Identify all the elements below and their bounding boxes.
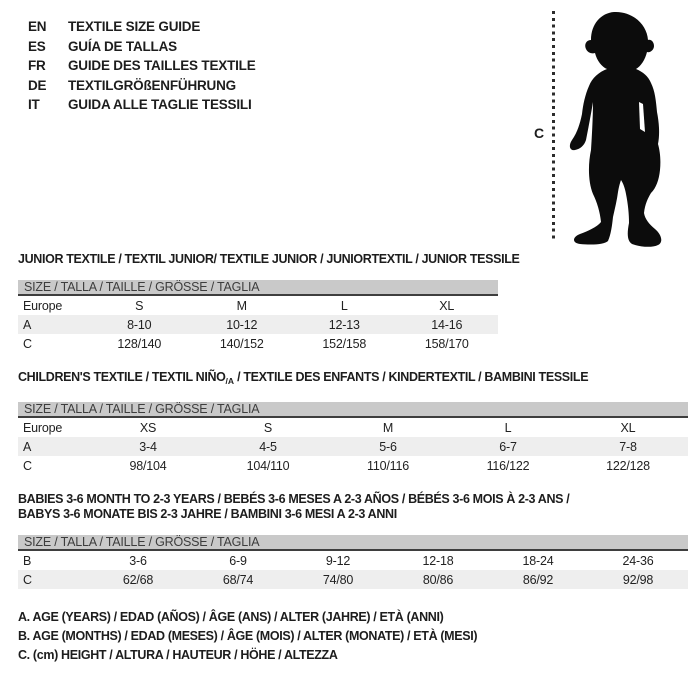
table-row <box>18 296 498 315</box>
language-label: GUÍA DE TALLAS <box>68 38 177 54</box>
row-label: Europe <box>23 420 63 435</box>
table-cell: 86/92 <box>522 572 554 587</box>
height-measure-label: C <box>534 125 545 141</box>
language-row <box>28 76 256 96</box>
table-cell: 158/170 <box>424 336 469 351</box>
heading-segment: BABYS 3-6 MONATE BIS 2-3 JAHRE / BAMBINI 3-6 MESI A 2-3 ANNI <box>18 507 397 521</box>
footnote: C. (cm) HEIGHT / ALTURA / HAUTEUR / HÖHE / ALTEZZA <box>18 648 338 662</box>
table-cell: 3-4 <box>139 439 157 454</box>
table-cell: 128/140 <box>117 336 162 351</box>
language-row <box>28 17 256 37</box>
table-cell: 10-12 <box>226 317 258 332</box>
table-cell: 3-6 <box>129 553 147 568</box>
table-rows <box>18 418 688 475</box>
table-cell: 12-18 <box>422 553 454 568</box>
heading-segment: /A <box>225 376 235 386</box>
table-cell: 12-13 <box>328 317 360 332</box>
table-cell: 140/152 <box>219 336 264 351</box>
language-row <box>28 56 256 76</box>
table-cell: 14-16 <box>431 317 463 332</box>
table-rows <box>18 551 688 589</box>
size-table-header-bar: SIZE / TALLA / TAILLE / GRÖSSE / TAGLIA <box>18 402 688 418</box>
table-cell: S <box>135 298 144 313</box>
row-label: A <box>23 439 32 454</box>
language-label: GUIDE DES TAILLES TEXTILE <box>68 58 256 73</box>
language-row <box>28 95 256 115</box>
table-cell: 8-10 <box>127 317 152 332</box>
table-cell: 62/68 <box>122 572 154 587</box>
size-section-junior <box>18 252 688 353</box>
table-cell: S <box>263 420 273 435</box>
language-code: EN <box>28 19 47 34</box>
language-row <box>28 37 256 57</box>
size-section-babies <box>18 492 688 589</box>
table-cell: XL <box>439 298 455 313</box>
table-cell: 80/86 <box>422 572 454 587</box>
language-label: TEXTILGRÖßENFÜHRUNG <box>68 77 236 93</box>
baby-silhouette-body <box>570 12 661 247</box>
table-cell: 9-12 <box>325 553 351 568</box>
language-code: DE <box>28 77 47 93</box>
footnotes <box>18 608 688 665</box>
section-heading-children <box>18 370 688 389</box>
language-label: GUIDA ALLE TAGLIE TESSILI <box>68 97 252 112</box>
language-list <box>28 17 256 115</box>
size-table-header-bar: SIZE / TALLA / TAILLE / GRÖSSE / TAGLIA <box>18 535 688 551</box>
baby-silhouette <box>557 2 699 248</box>
table-cell: 98/104 <box>129 458 167 473</box>
footnote: B. AGE (MONTHS) / EDAD (MESES) / ÂGE (MOIS) / ALTER (MONATE) / ETÀ (MESI) <box>18 629 478 643</box>
section-heading-babies <box>18 492 688 522</box>
size-section-children <box>18 370 688 475</box>
language-code: FR <box>28 58 46 73</box>
row-label: C <box>23 572 32 587</box>
size-guide-sections <box>18 252 688 665</box>
table-cell: 5-6 <box>379 439 397 454</box>
table-cell: M <box>382 420 394 435</box>
size-table-children <box>18 402 688 475</box>
table-cell: L <box>340 298 348 313</box>
row-label: A <box>23 317 32 332</box>
table-cell: 24-36 <box>622 553 654 568</box>
row-label: C <box>23 336 32 351</box>
table-row <box>18 551 688 570</box>
table-cell: 4-5 <box>259 439 277 454</box>
table-cell: 68/74 <box>222 572 254 587</box>
table-cell: 18-24 <box>522 553 554 568</box>
table-cell: 6-9 <box>229 553 247 568</box>
size-table-header-bar: SIZE / TALLA / TAILLE / GRÖSSE / TAGLIA <box>18 280 498 296</box>
table-cell: 6-7 <box>499 439 517 454</box>
language-label: TEXTILE SIZE GUIDE <box>68 19 201 34</box>
table-cell: 7-8 <box>619 439 637 454</box>
section-heading-junior <box>18 252 688 267</box>
size-table-junior <box>18 280 498 353</box>
table-cell: 74/80 <box>322 572 354 587</box>
table-cell: 110/116 <box>367 458 409 473</box>
row-label: Europe <box>23 298 63 313</box>
heading-segment: / TEXTILE DES ENFANTS / KINDERTEXTIL / BAMBINI TESSILE <box>234 370 589 384</box>
table-cell: 92/98 <box>622 572 654 587</box>
footnote: A. AGE (YEARS) / EDAD (AÑOS) / ÂGE (ANS) / ALTER (JAHRE) / ETÀ (ANNI) <box>18 610 444 624</box>
heading-segment: CHILDREN'S TEXTILE / TEXTIL NIÑO <box>18 370 226 384</box>
table-cell: XL <box>620 420 636 435</box>
table-cell: 104/110 <box>246 458 290 473</box>
table-cell: 122/128 <box>606 458 650 473</box>
row-label: C <box>23 458 32 473</box>
table-cell: XS <box>139 420 157 435</box>
table-rows <box>18 296 498 353</box>
size-table-babies <box>18 535 688 589</box>
heading-segment: JUNIOR TEXTILE / TEXTIL JUNIOR/ TEXTILE JUNIOR / JUNIORTEXTIL / JUNIOR TESSILE <box>18 252 520 266</box>
table-cell: 152/158 <box>322 336 367 351</box>
table-row <box>18 456 688 475</box>
language-code: ES <box>28 38 46 54</box>
row-label: B <box>23 553 32 568</box>
height-dotted-line <box>552 11 555 242</box>
table-row <box>18 334 498 353</box>
table-cell: 116/122 <box>486 458 530 473</box>
table-row <box>18 437 688 456</box>
table-row <box>18 418 688 437</box>
table-cell: L <box>504 420 512 435</box>
table-row <box>18 315 498 334</box>
heading-segment: BABIES 3-6 MONTH TO 2-3 YEARS / BEBÉS 3-6 MESES A 2-3 AÑOS / BÉBÉS 3-6 MOIS À 2-3 ANS / <box>18 492 570 506</box>
table-cell: M <box>236 298 247 313</box>
language-code: IT <box>28 97 40 112</box>
table-row <box>18 570 688 589</box>
